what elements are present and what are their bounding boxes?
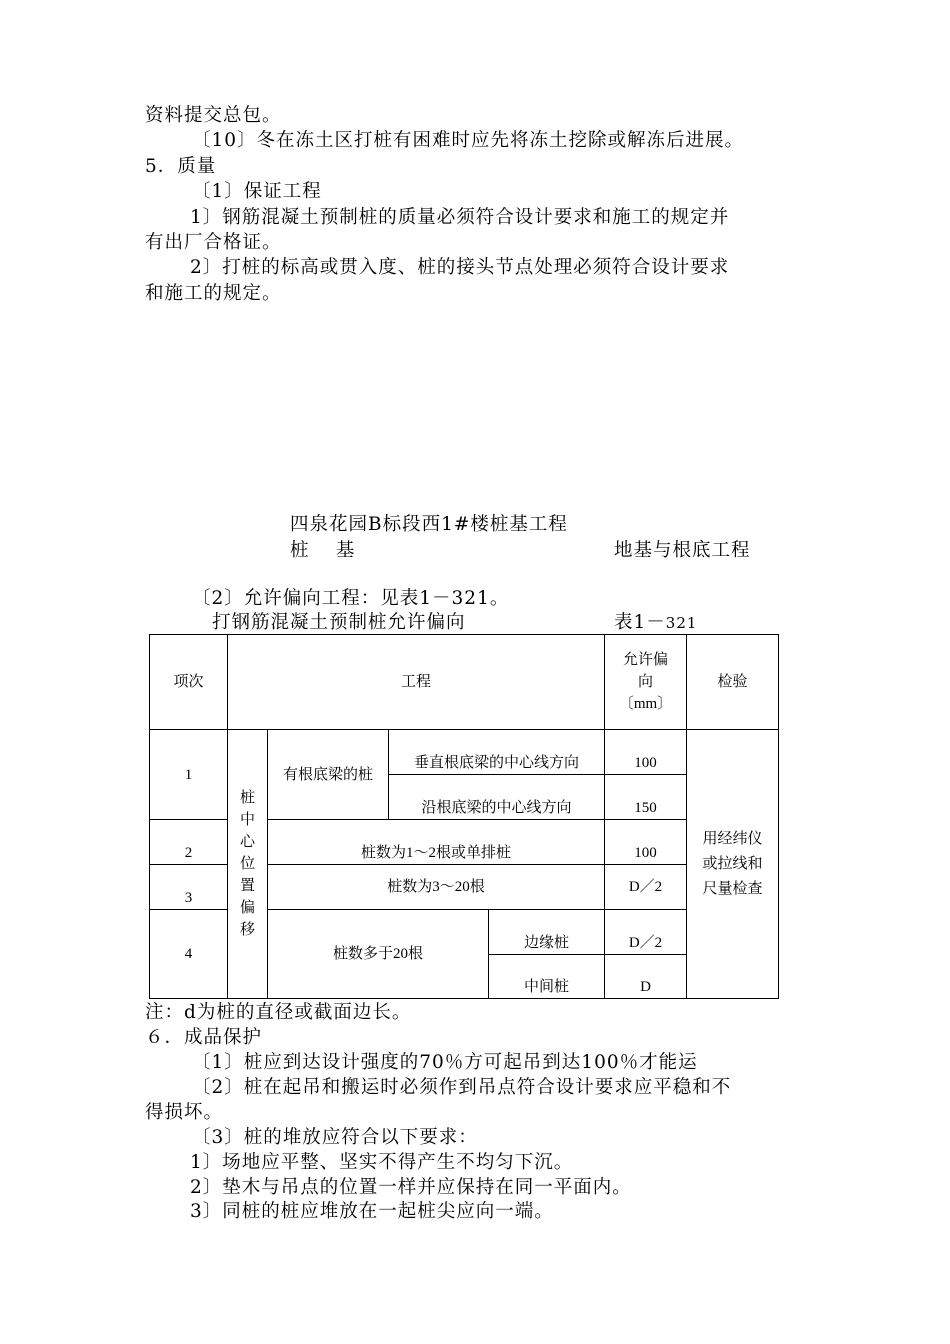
paragraph: 得损坏。: [145, 1102, 224, 1123]
group-label: 桩 中 心 位 置 偏 移: [228, 730, 268, 999]
row-1b-sub: 沿根底梁的中心线方向: [389, 775, 605, 820]
page-header-right: 地基与根底工程: [614, 540, 751, 561]
paragraph: 资料提交总包。: [145, 105, 282, 126]
row-2-value: 100: [605, 820, 687, 865]
page-header-left: 桩 基: [290, 540, 356, 561]
list-item: 2〕垫木与吊点的位置一样并应保持在同一平面内。: [190, 1177, 632, 1198]
row-4b-sub: 中间桩: [489, 955, 605, 999]
table-number-label: 表1－: [614, 612, 666, 633]
row-4a-sub: 边缘桩: [489, 910, 605, 955]
row-3-item: 桩数为3～20根: [268, 865, 605, 910]
section-heading: 5．质量: [145, 156, 217, 177]
section-intro: 〔2〕允许偏向工程：见表1－321。: [192, 588, 510, 609]
check-method: 用经纬仪 或拉线和 尺量检查: [687, 730, 779, 999]
row-1a-value: 100: [605, 730, 687, 775]
table-note: 注：d为桩的直径或截面边长。: [145, 1002, 412, 1023]
paragraph: 〔10〕冬在冻土区打桩有困难时应先将冻土挖除或解冻后进展。: [192, 130, 745, 151]
subsection-heading: 〔1〕保证工程: [192, 181, 322, 202]
row-1a-sub: 垂直根底梁的中心线方向: [389, 730, 605, 775]
header-index: 项次: [150, 635, 228, 730]
row-2-no: 2: [150, 820, 228, 865]
list-item: 3〕同桩的桩应堆放在一起桩尖应向一端。: [190, 1201, 554, 1222]
list-item: 1〕场地应平整、坚实不得产生不均匀下沉。: [190, 1152, 574, 1173]
paragraph: 有出厂合格证。: [145, 232, 282, 253]
paragraph: 〔1〕桩应到达设计强度的70％方可起吊到达100％才能运: [192, 1052, 698, 1073]
row-1b-value: 150: [605, 775, 687, 820]
header-item: 工程: [228, 635, 605, 730]
paragraph: 1〕钢筋混凝土预制桩的质量必须符合设计要求和施工的规定并: [190, 207, 730, 228]
row-3-value: D／2: [605, 865, 687, 910]
header-tolerance: 允许偏 向 〔mm〕: [605, 635, 687, 730]
section-heading: ６．成品保护: [145, 1027, 263, 1048]
row-4b-value: D: [605, 955, 687, 999]
paragraph: 〔3〕桩的堆放应符合以下要求：: [192, 1127, 478, 1148]
header-check: 检验: [687, 635, 779, 730]
row-3-no: 3: [150, 865, 228, 910]
paragraph: 〔2〕桩在起吊和搬运时必须作到吊点符合设计要求应平稳和不: [192, 1077, 732, 1098]
paragraph: 2〕打桩的标高或贯入度、桩的接头节点处理必须符合设计要求: [190, 257, 730, 278]
row-4-no: 4: [150, 910, 228, 999]
table-title: 打钢筋混凝土预制桩允许偏向: [212, 612, 466, 633]
tolerance-table: [149, 634, 779, 999]
paragraph: 和施工的规定。: [145, 283, 282, 304]
table-number-value: 321: [665, 614, 698, 632]
page-header-project: 四泉花园B标段西1#楼桩基工程: [290, 514, 568, 535]
row-4a-value: D／2: [605, 910, 687, 955]
table-number: [614, 610, 697, 636]
row-2-item: 桩数为1～2根或单排桩: [268, 820, 605, 865]
row-1-item: 有根底梁的桩: [268, 730, 389, 820]
row-1-no: 1: [150, 730, 228, 820]
row-4-item: 桩数多于20根: [268, 910, 489, 999]
